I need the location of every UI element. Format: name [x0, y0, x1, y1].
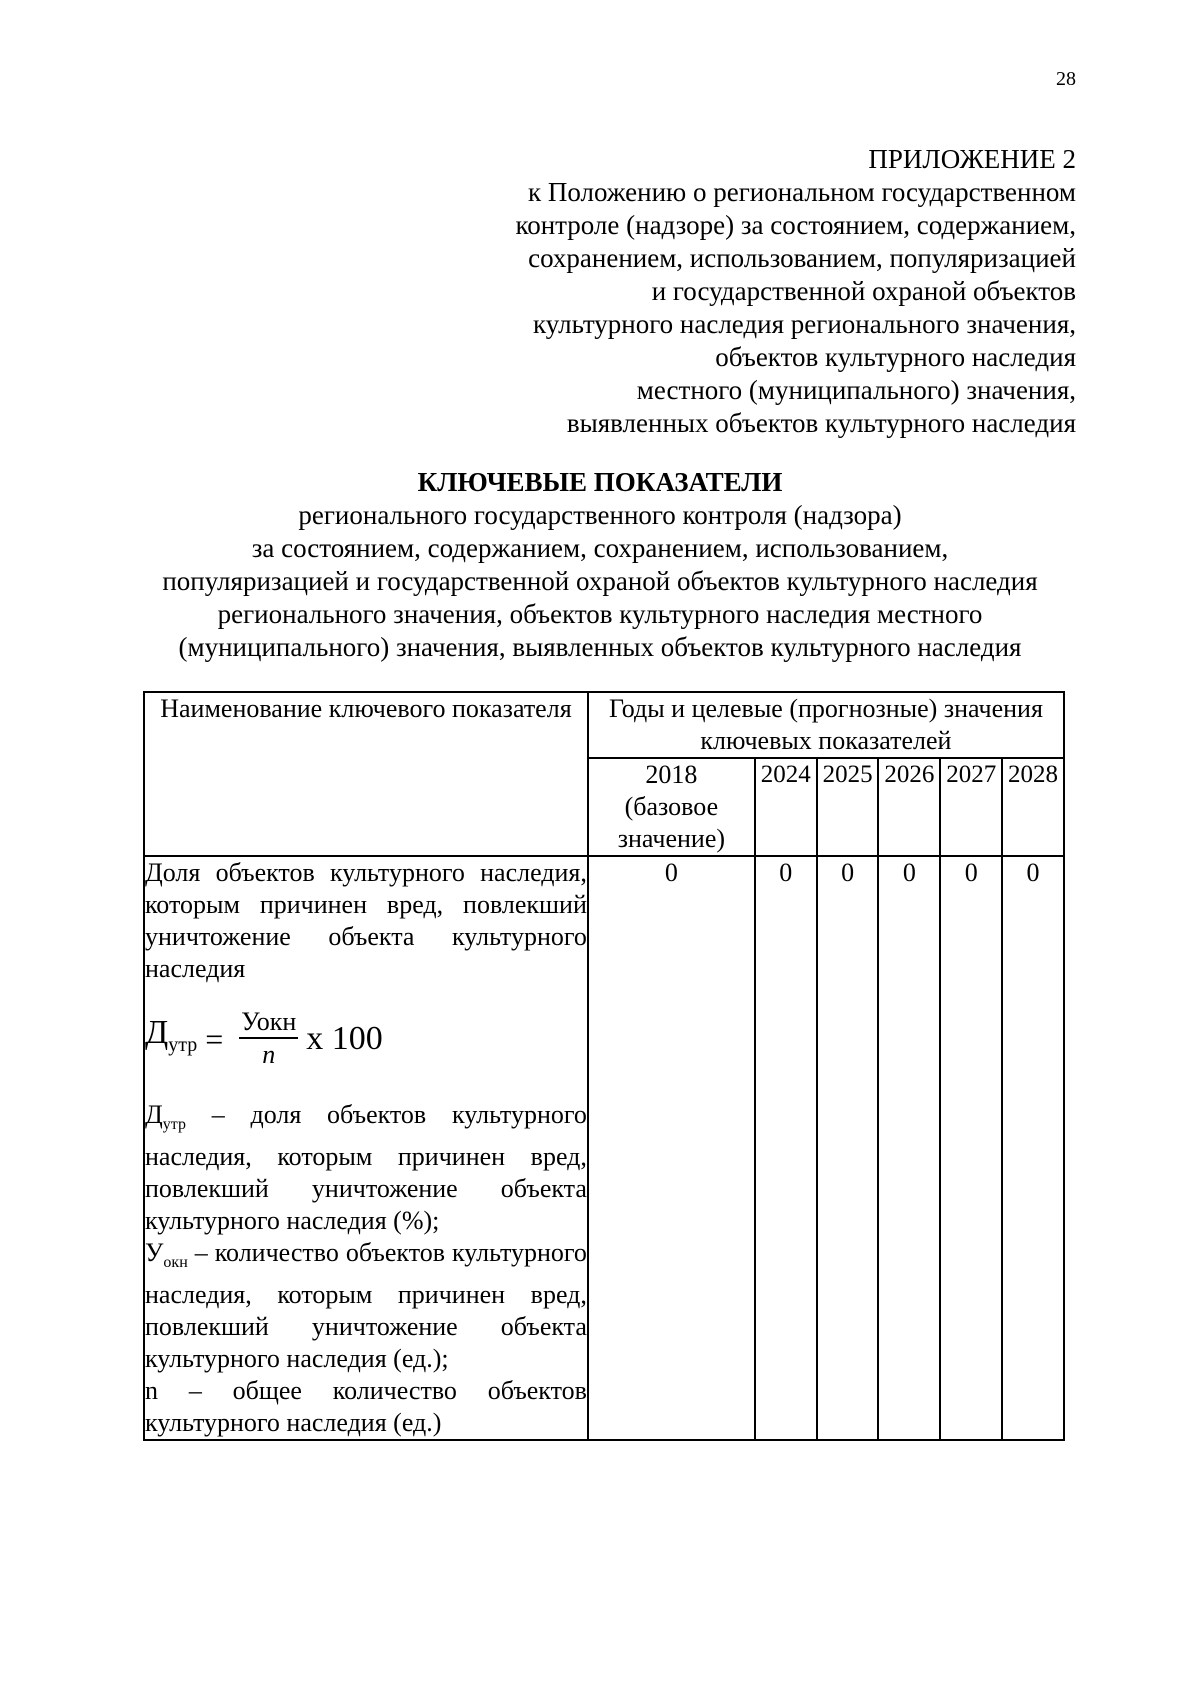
document-title: КЛЮЧЕВЫЕ ПОКАЗАТЕЛИ — [417, 467, 783, 497]
appendix-line: местного (муниципального) значения, — [636, 375, 1076, 405]
formula-denominator: n — [262, 1040, 276, 1069]
subtitle-line: за состоянием, содержанием, сохранением, использованием, — [251, 533, 949, 563]
appendix-header — [376, 143, 1076, 440]
appendix-line: и государственной охраной объектов — [651, 276, 1076, 306]
header-indicator-name: Наименование ключевого показателя — [144, 692, 588, 856]
formula-numerator: Уокн — [239, 1007, 298, 1039]
formula-fraction — [239, 1007, 298, 1071]
page-number: 28 — [1056, 68, 1076, 90]
appendix-label: ПРИЛОЖЕНИЕ 2 — [868, 144, 1076, 174]
base-year: 2018 — [645, 760, 698, 789]
appendix-line: к Положению о региональном государственном — [528, 177, 1076, 207]
formula-lhs: $Д_{утр}$ — [145, 1014, 198, 1056]
appendix-line: объектов культурного наследия — [715, 342, 1076, 372]
appendix-line: контроле (надзоре) за состоянием, содержанием, — [515, 210, 1076, 240]
definition-item: $У_{окн}$ – количество объектов культурного наследия, которым причинен вред, повлекший уничтожение объекта культурного наследия (ед.); — [145, 1238, 587, 1374]
target-value-cell: 0 — [940, 856, 1002, 1440]
document-title-block — [120, 466, 1080, 664]
definition-item: n – общее количество объектов культурного наследия (ед.) — [145, 1376, 587, 1438]
target-value-cell: 0 — [878, 856, 940, 1440]
header-year: 2024 — [755, 758, 817, 856]
header-year: 2026 — [878, 758, 940, 856]
subtitle-line: популяризацией и государственной охраной объектов культурного наследия — [162, 566, 1038, 596]
definition-item: $Д_{утр}$ – доля объектов культурного наследия, которым причинен вред, повлекший уничтожение объекта культурного наследия (%); — [145, 1100, 587, 1236]
target-value-cell: 0 — [755, 856, 817, 1440]
indicator-description-cell — [144, 856, 588, 1440]
target-value-cell: 0 — [1002, 856, 1064, 1440]
indicator-formula — [145, 1007, 587, 1071]
header-year: 2027 — [940, 758, 1002, 856]
table-row — [144, 856, 1064, 1440]
appendix-line: культурного наследия регионального значения, — [533, 309, 1076, 339]
indicator-name: Доля объектов культурного наследия, которым причинен вред, повлекший уничтожение объекта культурного наследия — [145, 858, 587, 983]
header-years: Годы и целевые (прогнозные) значения ключевых показателей — [588, 692, 1064, 758]
appendix-line: сохранением, использованием, популяризацией — [528, 243, 1076, 273]
appendix-line: выявленных объектов культурного наследия — [566, 408, 1076, 438]
key-indicators-table — [143, 691, 1065, 1441]
subtitle-line: регионального значения, объектов культурного наследия местного — [217, 599, 983, 629]
target-value-cell: 0 — [817, 856, 879, 1440]
base-value-cell: 0 — [588, 856, 755, 1440]
header-year: 2028 — [1002, 758, 1064, 856]
subtitle-line: регионального государственного контроля (надзора) — [298, 500, 902, 530]
header-year: 2025 — [817, 758, 879, 856]
subtitle-line: (муниципального) значения, выявленных объектов культурного наследия — [178, 632, 1022, 662]
formula-multiplier: x 100 — [306, 1020, 383, 1057]
header-base-year — [588, 758, 755, 856]
base-year-note: (базовое значение) — [617, 792, 726, 853]
formula-equals: = — [205, 1021, 224, 1057]
